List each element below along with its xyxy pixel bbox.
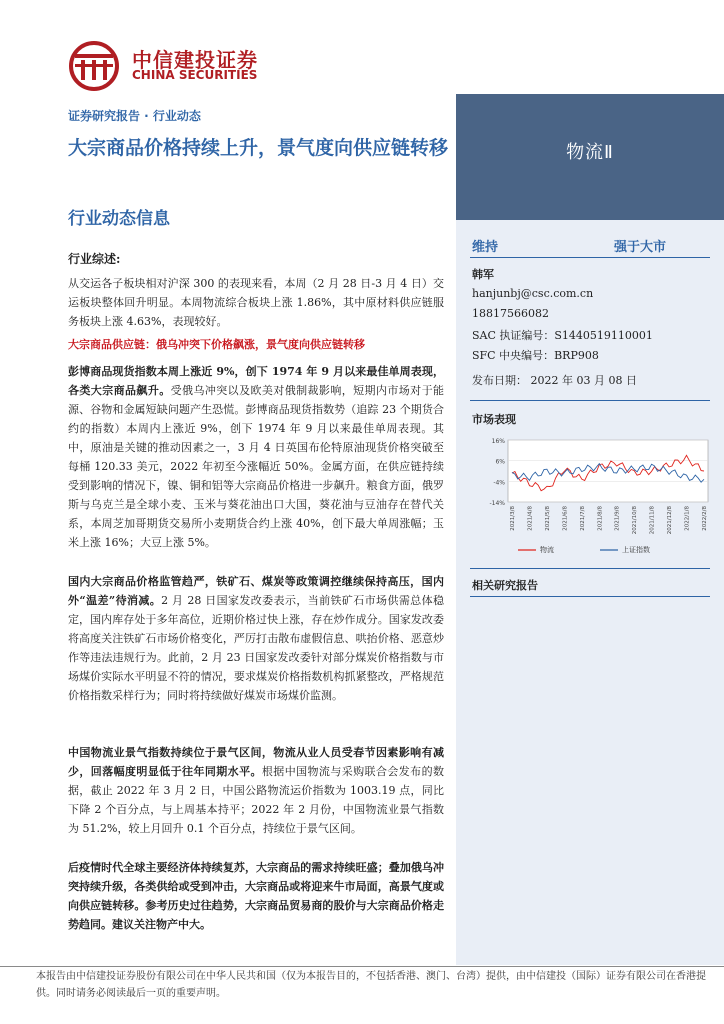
x-tick-label: 2021/11/8 [649, 506, 656, 535]
x-tick-label: 2021/9/8 [614, 506, 621, 531]
publish-date: 发布日期： 2022 年 03 月 08 日 [472, 374, 637, 387]
paragraph-lead: 后疫情时代全球主要经济体持续复苏，大宗商品的需求持续旺盛；叠加俄乌冲突持续升级，各类供给或受到冲击，大宗商品或将迎来牛市局面，高景气度或向供应链转移。参考历史过往趋势，大宗商品贸易商的股价与大宗商品价格走势趋同。建议关注物产中大。 [68, 861, 444, 931]
report-category: 证券研究报告 · 行业动态 [68, 109, 201, 123]
paragraph-bloomberg [68, 362, 444, 552]
brand-name-en: CHINA SECURITIES [132, 68, 258, 82]
divider [470, 400, 710, 401]
analyst-sfc: SFC 中央编号：BRP908 [472, 349, 599, 362]
paragraph-body: 根据中国物流与采购联合会发布的数据，截止 2022 年 3 月 2 日，中国公路物流运价指数为 1003.19 点，同比下降 2 个百分点，与上周基本持平；2022 年 2 月份，中国物流业景气指数为 51.2%，较上月回升 0.1 个百分点，持续位于景气区间。 [68, 765, 444, 835]
analyst-email[interactable]: hanjunbj@csc.com.cn [472, 287, 594, 300]
legend-label: 物流 [540, 546, 554, 554]
x-tick-label: 2021/4/8 [527, 506, 534, 531]
brand-name-cn: 中信建投证券 [132, 48, 258, 72]
analyst-phone: 18817566082 [472, 307, 549, 320]
report-title: 大宗商品价格持续上升，景气度向供应链转移 [68, 137, 449, 159]
y-tick-label: -4% [493, 479, 505, 487]
x-tick-label: 2021/12/8 [667, 506, 674, 535]
rating-value: 强于大市 [614, 240, 667, 255]
divider [470, 568, 710, 569]
x-tick-label: 2021/10/8 [632, 506, 639, 535]
rating-action: 维持 [472, 240, 499, 255]
analyst-name: 韩军 [472, 268, 494, 281]
x-tick-label: 2021/5/8 [544, 506, 551, 531]
paragraph-lead: 彭博商品现货指数本周上涨近 9%，创下 1974 年 9 月以来最佳单周表现，各类大宗商品飙升。 [68, 365, 444, 397]
y-tick-label: 6% [495, 458, 505, 466]
paragraph-lead: 中国物流业景气指数持续位于景气区间，物流从业人员受春节因素影响有减少，回落幅度明显低于往年同期水平。 [68, 746, 444, 778]
report-subtitle: 行业动态信息 [68, 209, 170, 229]
plot-area [508, 440, 708, 502]
y-tick-label: 16% [491, 438, 505, 445]
x-tick-label: 2021/7/8 [579, 506, 586, 531]
market-performance-title: 市场表现 [472, 413, 516, 426]
divider [470, 596, 710, 597]
section-title: 行业综述: [68, 252, 121, 266]
y-tick-label: -14% [489, 500, 505, 507]
footer-divider [0, 966, 724, 967]
x-tick-label: 2021/3/8 [510, 506, 516, 531]
paragraph-conclusion [68, 858, 444, 934]
overview-paragraph: 从交运各子板块相对沪深 300 的表现来看，本周（2 月 28 日-3 月 4 日）交运板块整体回升明显。本周物流综合板块上涨 1.86%，其中原材料供应链服务板块上涨 4.63%，表现较好。 [68, 277, 444, 328]
paragraph-body: 受俄乌冲突以及欧美对俄制裁影响，短期内市场对于能源、谷物和金属短缺问题产生恐慌。彭博商品现货指数势（追踪 23 个期货合约的指数）本周内上涨近 9%，创下 1974 年 9 月以来最佳单周表现。其中，原油是关键的推动因素之一，3 月 4 日英国布伦特原油现货价格突破至每桶 120.33 美元，2022 年初至今涨幅近 50%。金属方面，在供应链持续受到影响的情况下，镍、铜和铝等大宗商品价格进一步飙升。粮食方面，俄罗斯与乌克兰是全球小麦、玉米与葵花油出口大国，葵花油与豆油存在替代关系，本周芝加哥期货交易所小麦期货合约上涨 40%，创下最大单周涨幅；玉米上涨 16%；大豆上涨 5%。 [68, 384, 444, 549]
related-reports-title: 相关研究报告 [472, 579, 538, 592]
x-tick-label: 2022/2/8 [702, 506, 708, 531]
paragraph-body: 2 月 28 日国家发改委表示，当前铁矿石市场供需总体稳定，国内库存处于多年高位，近期价格过快上涨，存在炒作成分。国家发改委将高度关注铁矿石市场价格变化，严厉打击散布虚假信息、哄抬价格、恶意炒作等违法违规行为。此前，2 月 23 日国家发改委针对部分煤炭价格指数与市场煤价实际水平明显不符的情况，要求煤炭价格指数机构抓紧整改，严格规范价格指数采样行为；同时将持续做好煤炭市场煤价监测。 [68, 594, 445, 702]
china-securities-logo-icon [68, 40, 128, 92]
highlight-heading: 大宗商品供应链：俄乌冲突下价格飙涨，景气度向供应链转移 [68, 338, 365, 351]
sector-name: 物流Ⅱ [566, 142, 614, 163]
x-tick-label: 2021/6/8 [562, 506, 569, 531]
x-tick-label: 2021/8/8 [597, 506, 604, 531]
x-tick-label: 2022/1/8 [684, 506, 691, 531]
legend-label: 上证指数 [622, 546, 650, 554]
divider [470, 257, 710, 258]
market-performance-chart [480, 432, 716, 564]
analyst-sac: SAC 执证编号：S1440519110001 [472, 329, 653, 342]
paragraph-logistics [68, 743, 444, 838]
paragraph-regulation [68, 572, 444, 705]
footer-disclaimer: 本报告由中信建投证券股份有限公司在中华人民共和国（仅为本报告目的，不包括香港、澳门、台湾）提供，由中信建投（国际）证券有限公司在香港提供。同时请务必阅读最后一页的重要声明。 [36, 971, 706, 999]
paragraph-lead: 国内大宗商品价格监管趋严，铁矿石、煤炭等政策调控继续保持高压，国内外“温差”待消减。 [68, 575, 444, 607]
